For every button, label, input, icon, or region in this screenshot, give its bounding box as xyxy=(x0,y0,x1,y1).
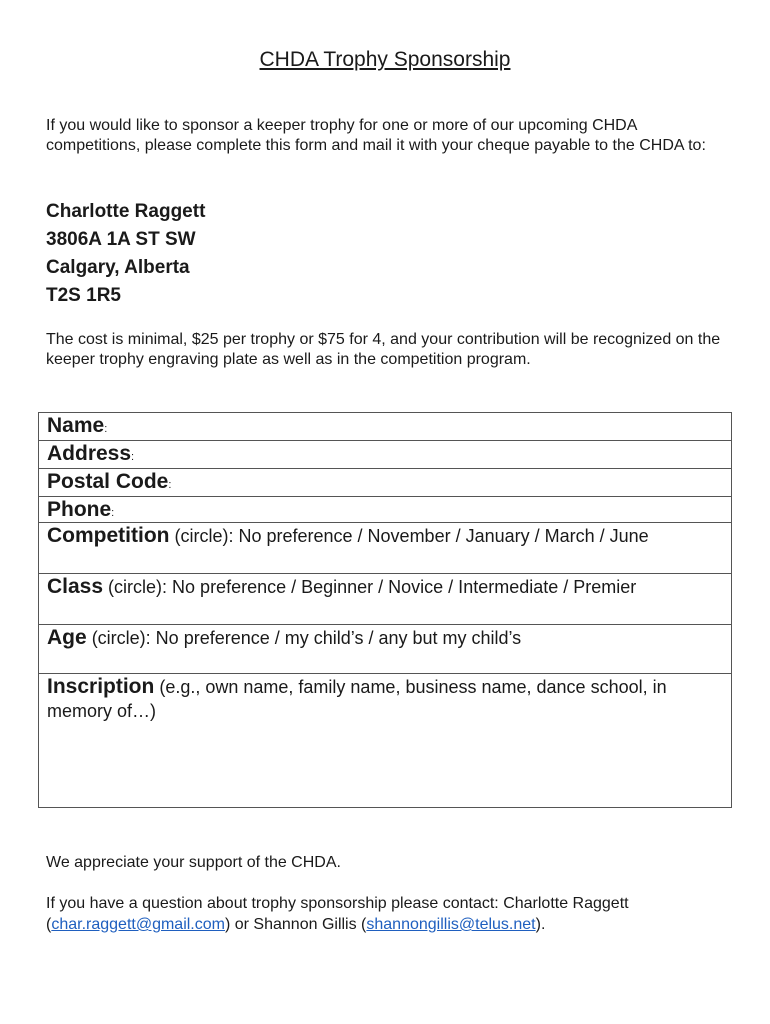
address-field[interactable] xyxy=(39,441,731,469)
age-field[interactable] xyxy=(39,625,731,674)
cost-paragraph: The cost is minimal, $25 per trophy or $75 for 4, and your contribution will be recognized on the keeper trophy engraving plate as well as in the competition program. xyxy=(46,331,721,368)
age-options: (circle): No preference / my child’s / any but my child’s xyxy=(86,628,522,648)
address-label: Address xyxy=(47,442,132,465)
class-label: Class xyxy=(47,575,104,598)
name-field[interactable] xyxy=(39,413,731,441)
address-colon: : xyxy=(131,451,135,463)
inscription-field[interactable] xyxy=(39,674,731,808)
competition-label: Competition xyxy=(47,524,170,547)
address-city: Calgary, Alberta xyxy=(46,257,190,278)
class-options: (circle): No preference / Beginner / Novice / Intermediate / Premier xyxy=(103,577,637,597)
sponsorship-form xyxy=(38,412,732,808)
address-street: 3806A 1A ST SW xyxy=(46,229,196,250)
phone-colon: : xyxy=(111,507,115,519)
contact-suffix: ). xyxy=(535,916,546,933)
address-name: Charlotte Raggett xyxy=(46,201,206,222)
name-label: Name xyxy=(47,414,105,437)
postal-code-field[interactable] xyxy=(39,469,731,497)
inscription-label: Inscription xyxy=(47,675,155,698)
contact-middle: ) or Shannon Gillis ( xyxy=(224,916,367,933)
postal-code-label: Postal Code xyxy=(47,470,169,493)
phone-field[interactable] xyxy=(39,497,731,523)
thanks-text: We appreciate your support of the CHDA. xyxy=(46,854,341,871)
contact-prefix: If you have a question about trophy sponsorship please contact: Charlotte Raggett ( xyxy=(46,895,629,933)
postal-code-colon: : xyxy=(168,479,172,491)
mailing-address xyxy=(46,198,205,310)
class-field[interactable] xyxy=(39,574,731,625)
email-link-shannon[interactable]: shannongillis@telus.net xyxy=(366,916,536,933)
email-link-charlotte[interactable]: char.raggett@gmail.com xyxy=(51,916,225,933)
name-colon: : xyxy=(104,423,108,435)
competition-field[interactable] xyxy=(39,523,731,574)
contact-paragraph xyxy=(46,893,736,935)
phone-label: Phone xyxy=(47,498,112,521)
intro-paragraph: If you would like to sponsor a keeper trophy for one or more of our upcoming CHDA competitions, please complete this form and mail it with your cheque payable to the CHDA to: xyxy=(46,117,706,154)
address-postal: T2S 1R5 xyxy=(46,285,121,306)
age-label: Age xyxy=(47,626,87,649)
competition-options: (circle): No preference / November / January / March / June xyxy=(169,526,649,546)
page-title: CHDA Trophy Sponsorship xyxy=(259,48,511,71)
inscription-hint: (e.g., own name, family name, business name, dance school, in memory of…) xyxy=(47,677,667,721)
